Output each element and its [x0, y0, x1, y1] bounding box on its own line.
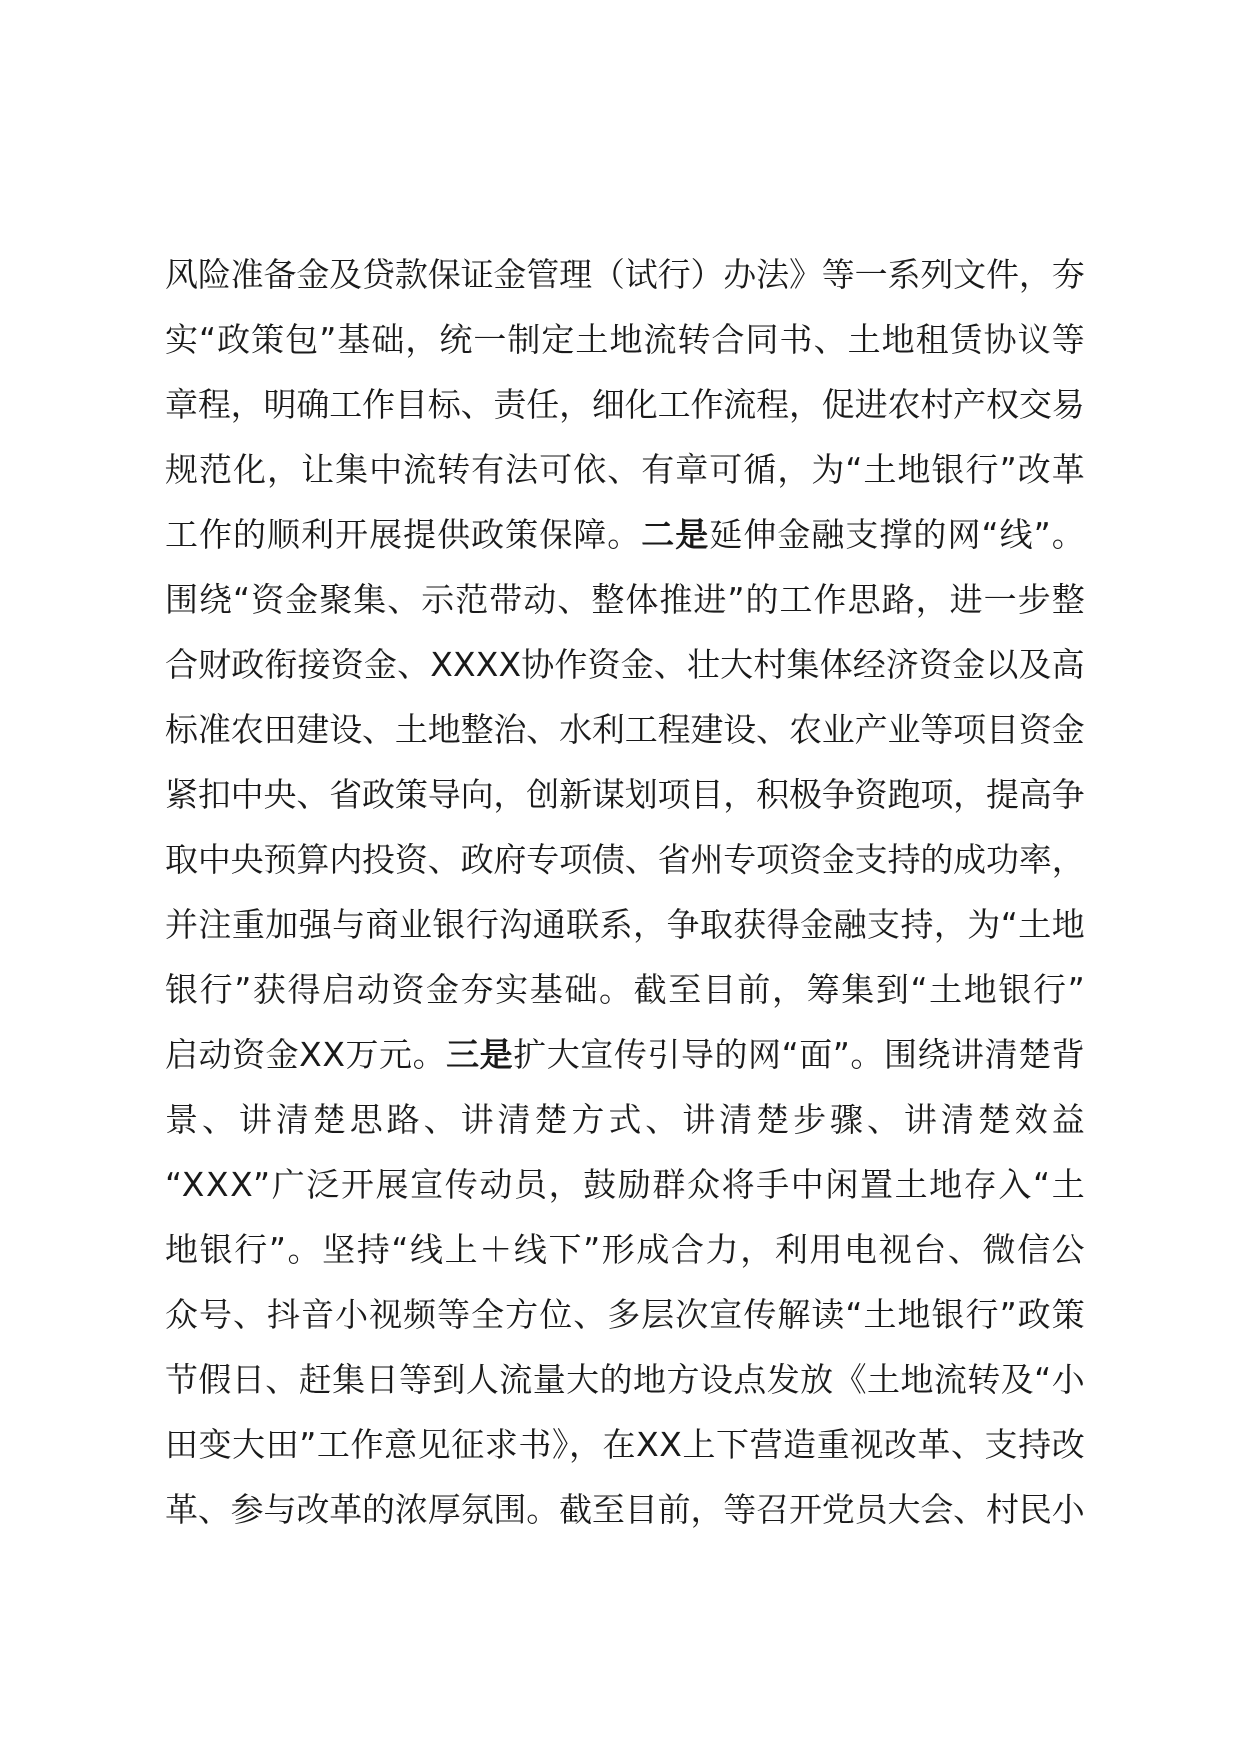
text-line: [165, 827, 1085, 892]
text-line: [165, 1282, 1085, 1347]
body-paragraph: [165, 242, 1089, 1542]
text-line: [165, 372, 1085, 437]
text-line: [165, 762, 1085, 827]
text-line: [165, 437, 1085, 502]
text-segment: 标准农田建设、土地整治、水利工程建设、农业产业等项目资金: [165, 710, 1085, 749]
text-line: [165, 1412, 1085, 1477]
text-line: [165, 697, 1085, 762]
text-line: [165, 1022, 1085, 1087]
text-line: [165, 892, 1085, 957]
text-segment: 工作的顺利开展提供政策保障。: [165, 515, 642, 554]
text-segment: 规范化，让集中流转有法可依、有章可循，为“土地银行”改革: [165, 450, 1086, 489]
text-line: [165, 307, 1085, 372]
text-segment: 延伸金融支撑的网“线”。: [709, 515, 1086, 554]
text-line: [165, 1087, 1089, 1152]
text-segment: 银行”获得启动资金夯实基础。截至目前，筹集到“土地银行”: [165, 970, 1087, 1009]
text-line: [165, 1477, 1085, 1542]
text-line: [165, 957, 1085, 1022]
bold-lead-text: 二是: [641, 515, 710, 554]
text-segment: 实“政策包”基础，统一制定土地流转合同书、土地租赁协议等: [165, 320, 1086, 359]
text-segment: 地银行”。坚持“线上＋线下”形成合力，利用电视台、微信公: [165, 1230, 1087, 1269]
text-line: [165, 1217, 1085, 1282]
text-segment: 围绕“资金聚集、示范带动、整体推进”的工作思路，进一步整: [165, 580, 1086, 619]
text-segment: 节假日、赶集日等到人流量大的地方设点发放《土地流转及“小: [165, 1360, 1086, 1399]
text-segment: 风险准备金及贷款保证金管理（试行）办法》等一系列文件，夯: [165, 255, 1085, 294]
text-segment: 扩大宣传引导的网“面”。围绕讲清楚背: [513, 1035, 1086, 1074]
text-segment: 并注重加强与商业银行沟通联系，争取获得金融支持，为“土地: [165, 905, 1086, 944]
bold-lead-text: 三是: [446, 1035, 514, 1074]
text-line: [165, 567, 1085, 632]
text-segment: 景、讲清楚思路、讲清楚方式、讲清楚步骤、讲清楚效益: [165, 1100, 1089, 1139]
text-segment: 革、参与改革的浓厚氛围。截至目前，等召开党员大会、村民小: [165, 1490, 1085, 1529]
text-segment: 众号、抖音小视频等全方位、多层次宣传解读“土地银行”政策: [165, 1295, 1086, 1334]
text-segment: 启动资金XX万元。: [165, 1035, 447, 1074]
text-segment: 取中央预算内投资、政府专项债、省州专项资金支持的成功率，: [165, 840, 1085, 879]
text-line: [165, 1152, 1085, 1217]
text-segment: 章程，明确工作目标、责任，细化工作流程，促进农村产权交易: [165, 385, 1085, 424]
text-segment: 田变大田”工作意见征求书》，在XX上下营造重视改革、支持改: [165, 1425, 1086, 1464]
text-segment: “XXX”广泛开展宣传动员，鼓励群众将手中闲置土地存入“土: [165, 1165, 1087, 1204]
text-segment: 合财政衔接资金、XXXX协作资金、壮大村集体经济资金以及高: [165, 645, 1085, 684]
text-line: [165, 242, 1085, 307]
text-line: [165, 632, 1085, 697]
text-line: [165, 1347, 1085, 1412]
text-segment: 紧扣中央、省政策导向，创新谋划项目，积极争资跑项，提高争: [165, 775, 1085, 814]
text-line: [165, 502, 1085, 567]
